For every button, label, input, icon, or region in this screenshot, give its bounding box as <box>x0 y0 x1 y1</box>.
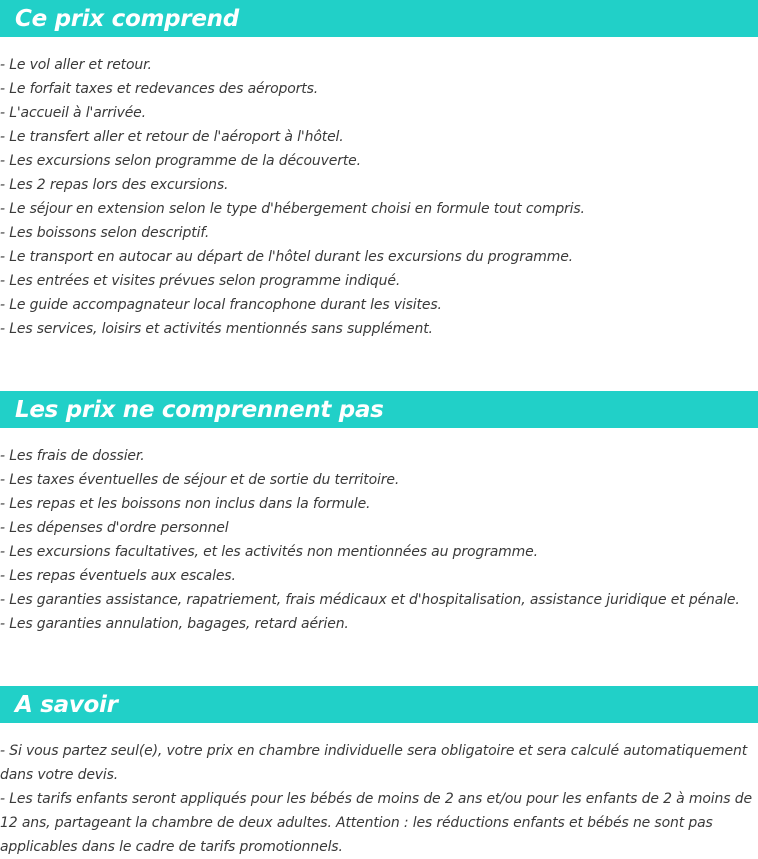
section-title: Ce prix comprend <box>15 5 239 32</box>
list-item: - Les excursions selon programme de la découverte. <box>0 153 361 169</box>
list-item: - Le forfait taxes et redevances des aéroports. <box>0 81 319 97</box>
list-item: - Les garanties assistance, rapatriement, frais médicaux et d'hospitalisation, assistance juridique et pénale. <box>0 592 740 608</box>
list-item: - Les garanties annulation, bagages, retard aérien. <box>0 616 349 632</box>
list-item: - Les entrées et visites prévues selon programme indiqué. <box>0 273 401 289</box>
not-included-list <box>0 444 752 636</box>
list-item: - Le transfert aller et retour de l'aéroport à l'hôtel. <box>0 129 344 145</box>
list-item: - Les boissons selon descriptif. <box>0 225 210 241</box>
section-title: A savoir <box>15 691 118 718</box>
list-item: - Le séjour en extension selon le type d'hébergement choisi en formule tout compris. <box>0 201 585 217</box>
included-list <box>0 53 752 341</box>
to-know-notes <box>0 739 752 859</box>
list-item: - Les frais de dossier. <box>0 448 145 464</box>
list-item: - Le transport en autocar au départ de l'hôtel durant les excursions du programme. <box>0 249 573 265</box>
section-header-included <box>0 0 758 37</box>
list-item: - Le vol aller et retour. <box>0 57 152 73</box>
list-item: - Les taxes éventuelles de séjour et de sortie du territoire. <box>0 472 400 488</box>
list-item: - Les excursions facultatives, et les activités non mentionnées au programme. <box>0 544 538 560</box>
note-paragraph: - Si vous partez seul(e), votre prix en chambre individuelle sera obligatoire et sera calculé automatiquement dans votre devis. <box>0 743 748 783</box>
list-item: - Les 2 repas lors des excursions. <box>0 177 229 193</box>
note-paragraph: - Les tarifs enfants seront appliqués pour les bébés de moins de 2 ans et/ou pour les enfants de 2 à moins de 12 ans, partageant la chambre de deux adultes. Attention : les réductions enfants et bébés ne sont pas applicables dans le cadre de tarifs promotionnels. <box>0 791 752 855</box>
list-item: - Les repas éventuels aux escales. <box>0 568 236 584</box>
list-item: - Les repas et les boissons non inclus dans la formule. <box>0 496 371 512</box>
list-item: - Les dépenses d'ordre personnel <box>0 520 229 536</box>
section-header-to-know <box>0 686 758 723</box>
list-item: - Le guide accompagnateur local francophone durant les visites. <box>0 297 442 313</box>
list-item: - L'accueil à l'arrivée. <box>0 105 146 121</box>
section-header-not-included <box>0 391 758 428</box>
list-item: - Les services, loisirs et activités mentionnés sans supplément. <box>0 321 433 337</box>
section-title: Les prix ne comprennent pas <box>15 396 384 423</box>
